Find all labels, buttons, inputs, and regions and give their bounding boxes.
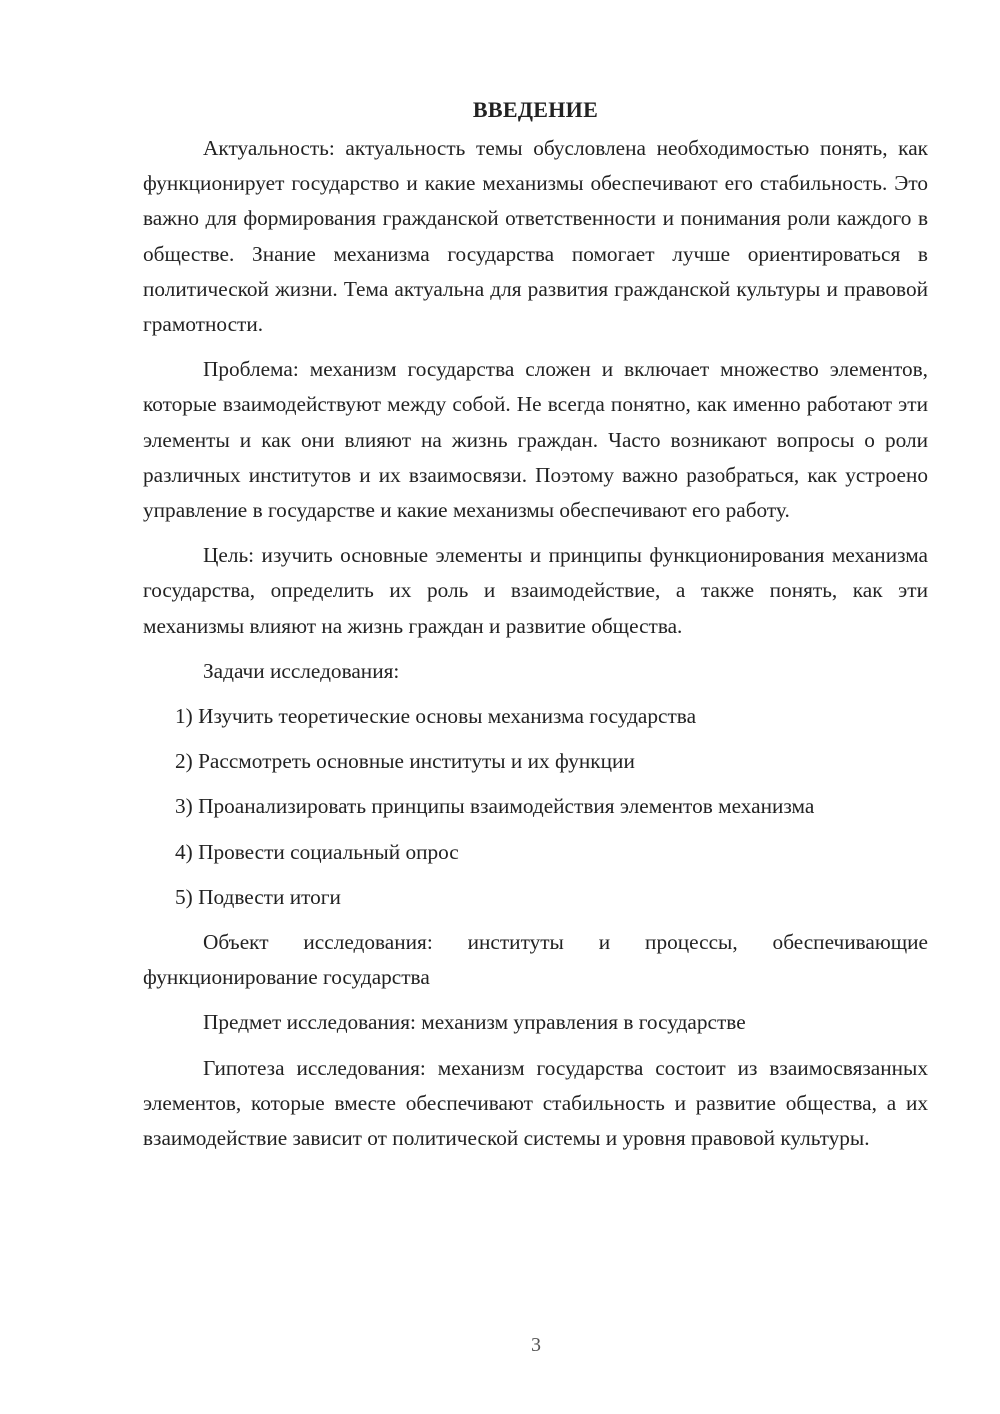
list-item: 5) Подвести итоги: [175, 884, 341, 909]
list-item: 3) Проанализировать принципы взаимодействия элементов механизма: [175, 794, 815, 819]
list-item: 2) Рассмотреть основные институты и их функции: [175, 749, 635, 774]
problem-paragraph: Проблема: механизм государства сложен и включает множество элементов, которые взаимодействуют между собой. Не всегда понятно, как именно работают эти элементы и как они влияют на жизнь граждан. Часто возникают вопросы о роли различных институтов и их взаимосвязи. Поэтому важно разобраться, как устроено управление в государстве и какие механизмы обеспечивают его работу.: [143, 357, 928, 523]
list-item: 1) Изучить теоретические основы механизма государства: [175, 704, 697, 729]
page-title: ВВЕДЕНИЕ: [472, 97, 599, 122]
tasks-list: [143, 699, 928, 915]
hypothesis-paragraph: Гипотеза исследования: механизм государства состоит из взаимосвязанных элементов, которые вместе обеспечивают стабильность и развитие общества, а их взаимодействие зависит от политической системы и уровня правовой культуры.: [143, 1055, 928, 1151]
page-number: 3: [531, 1334, 541, 1356]
tasks-heading: Задачи исследования:: [203, 658, 400, 683]
document-page: [143, 92, 928, 1166]
object-paragraph: Объект исследования: институты и процессы, обеспечивающие функционирование государства: [143, 930, 928, 990]
relevance-paragraph: Актуальность: актуальность темы обусловлена необходимостью понять, как функционирует государство и какие механизмы обеспечивают его стабильность. Это важно для формирования гражданской ответственности и понимания роли каждого в обществе. Знание механизма государства помогает лучше ориентироваться в политической жизни. Тема актуальна для развития гражданской культуры и правовой грамотности.: [143, 136, 928, 337]
goal-paragraph: Цель: изучить основные элементы и принципы функционирования механизма государства, определить их роль и взаимодействие, а также понять, как эти механизмы влияют на жизнь граждан и развитие общества.: [143, 543, 928, 638]
list-item: 4) Провести социальный опрос: [175, 839, 459, 864]
subject-paragraph: Предмет исследования: механизм управления в государстве: [203, 1010, 746, 1035]
